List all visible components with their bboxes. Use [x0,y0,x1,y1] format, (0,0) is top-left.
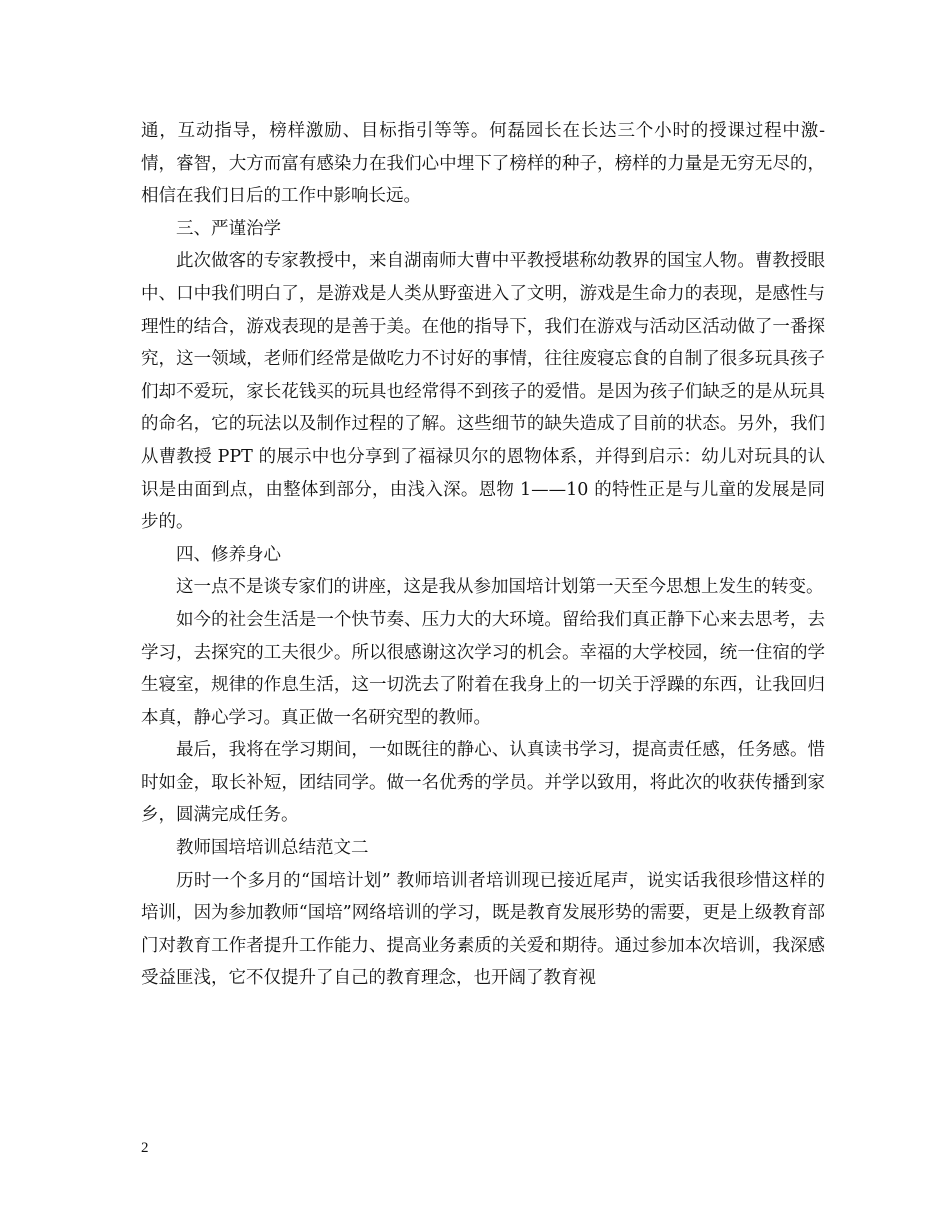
paragraph-training-intro: 历时一个多月的“国培计划” 教师培训者培训现已接近尾声，说实话我很珍惜这样的培训，因为参加教师“国培”网络培训的学习，既是教育发展形势的需要，更是上级教育部门对教育工作者提升工作能力、提高业务素质的关爱和期待。通过参加本次培训，我深感受益匪浅，它不仅提升了自己的教育理念，也开阔了教育视 [141,870,825,989]
paragraph-conclusion: 最后，我将在学习期间，一如既往的静心、认真读书学习，提高责任感，任务感。惜时如金，取长补短，团结同学。做一名优秀的学员。并学以致用，将此次的收获传播到家乡，圆满完成任务。 [141,740,825,826]
paragraph-continued: 通，互动指导，榜样激励、目标指引等等。何磊园长在长达三个小时的授课过程中激- 情，睿智，大方而富有感染力在我们心中埋下了榜样的种子，榜样的力量是无穷无尽的，相信在我们日后的工作中影响长远。 [141,121,825,207]
section-heading-4: 四、修养身心 [176,544,281,565]
paragraph-mindset-change: 这一点不是谈专家们的讲座，这是我从参加国培计划第一天至今思想上发生的转变。 [176,577,824,598]
page-number: 2 [141,1140,149,1156]
article-two-title: 教师国培培训总结范文二 [176,838,369,859]
document-body [141,115,825,995]
section-heading-3: 三、严谨治学 [176,218,281,239]
paragraph-rigorous-study: 此次做客的专家教授中，来自湖南师大曹中平教授堪称幼教界的国宝人物。曹教授眼中、口中我们明白了，是游戏是人类从野蛮进入了文明，游戏是生命力的表现，是感性与理性的结合，游戏表现的是善于美。在他的指导下，我们在游戏与活动区活动做了一番探究，这一领域，老师们经常是做吃力不讨好的事情，往往废寝忘食的自制了很多玩具孩子们却不爱玩，家长花钱买的玩具也经常得不到孩子的爱惜。是因为孩子们缺乏的是从玩具的命名，它的玩法以及制作过程的了解。这些细节的缺失造成了目前的状态。另外，我们从曹教授 PPT 的展示中也分享到了福禄贝尔的恩物体系，并得到启示：幼儿对玩具的认识是由面到点，由整体到部分，由浅入深。恩物 1——10 的特性正是与儿童的发展是同步的。 [141,251,825,533]
paragraph-social-life: 如今的社会生活是一个快节奏、压力大的大环境。留给我们真正静下心来去思考，去学习，去探究的工夫很少。所以很感谢这次学习的机会。幸福的大学校园，统一住宿的学生寝室，规律的作息生活，这一切洗去了附着在我身上的一切关于浮躁的东西，让我回归本真，静心学习。真正做一名研究型的教师。 [141,609,825,728]
